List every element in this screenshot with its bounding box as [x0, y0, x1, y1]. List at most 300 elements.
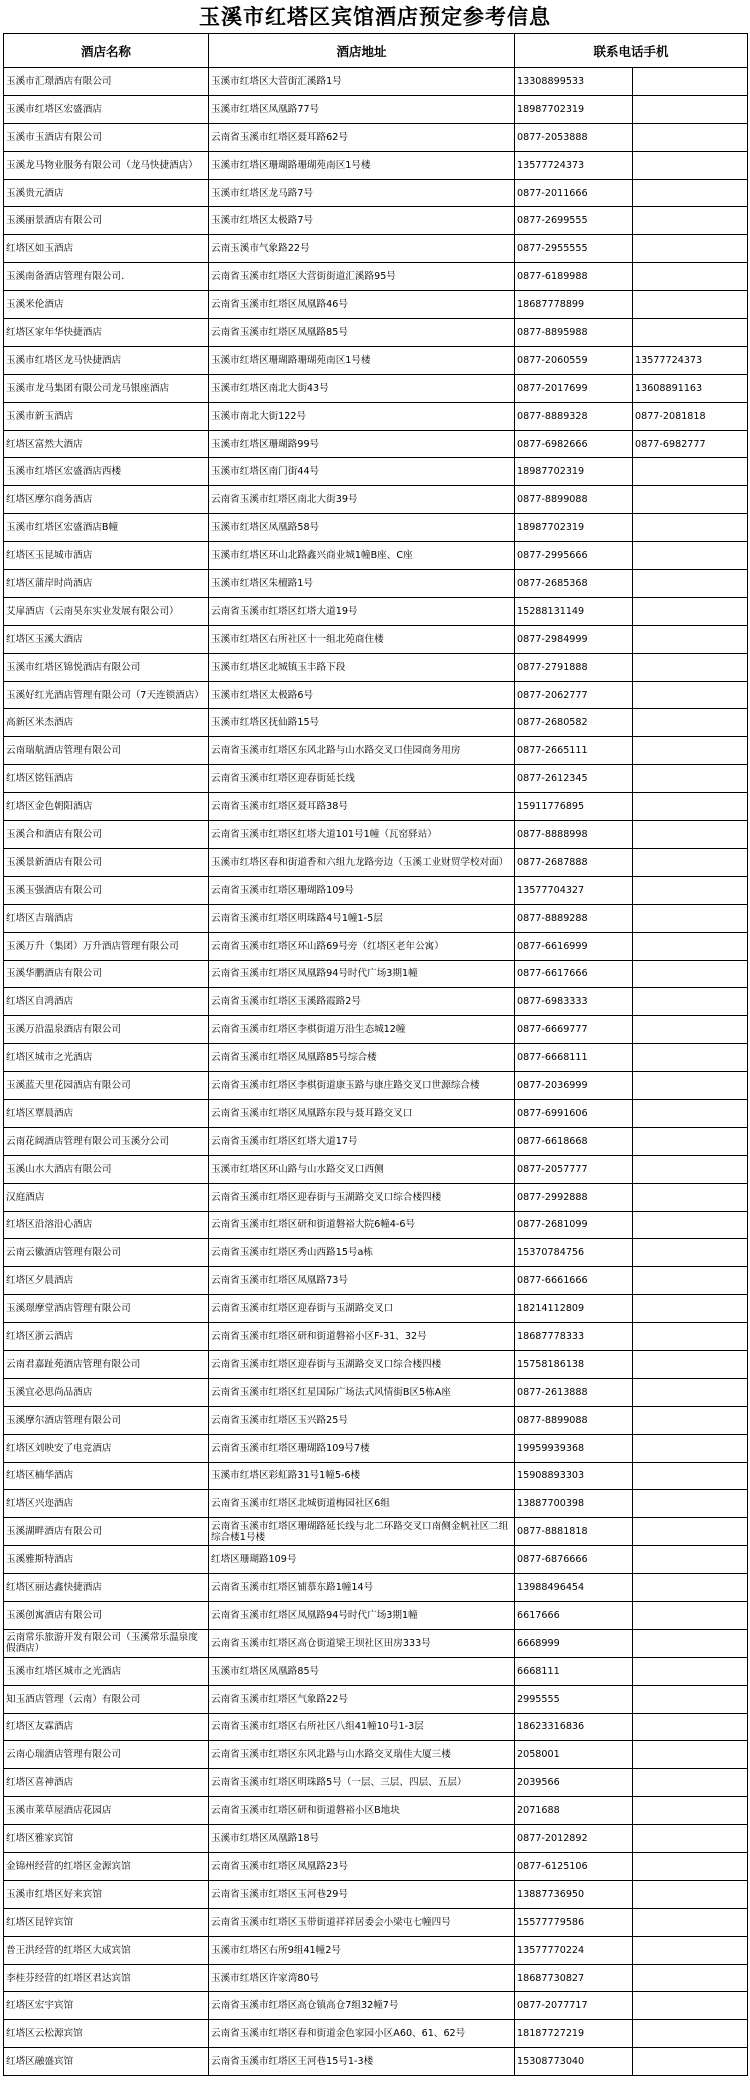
table-row — [4, 1323, 748, 1351]
hotel-name-cell: 玉溪湖畔酒店有限公司 — [4, 1518, 209, 1546]
table-row — [4, 1574, 748, 1602]
alt-phone-cell — [633, 1239, 748, 1267]
alt-phone-cell — [633, 1072, 748, 1100]
phone-cell: 19959939368 — [515, 1434, 633, 1462]
hotel-address-cell: 云南省玉溪市红塔区高仓街道梁王坝社区田房333号 — [209, 1629, 515, 1657]
phone-cell: 0877-2036999 — [515, 1072, 633, 1100]
hotel-address-cell: 云南省玉溪市红塔区李棋街道康玉路与康庄路交叉口世源综合楼 — [209, 1072, 515, 1100]
hotel-address-cell: 玉溪市红塔区珊瑚路珊瑚苑南区1号楼 — [209, 346, 515, 374]
table-row — [4, 1908, 748, 1936]
table-row — [4, 904, 748, 932]
hotel-address-cell: 云南省玉溪市红塔区玉溪路霞路2号 — [209, 988, 515, 1016]
hotel-name-cell: 红塔区云松源宾馆 — [4, 2020, 209, 2048]
table-row — [4, 709, 748, 737]
phone-cell: 0877-6982666 — [515, 430, 633, 458]
hotel-name-cell: 艾扉酒店（云南昊东实业发展有限公司） — [4, 597, 209, 625]
alt-phone-cell — [633, 1323, 748, 1351]
table-row — [4, 1629, 748, 1657]
alt-phone-cell — [633, 1183, 748, 1211]
hotel-name-cell: 红塔区友霖酒店 — [4, 1713, 209, 1741]
alt-phone-cell — [633, 2048, 748, 2076]
table-row — [4, 95, 748, 123]
hotel-address-cell: 玉溪市红塔区北城镇玉丰路下段 — [209, 653, 515, 681]
phone-cell: 0877-2687888 — [515, 848, 633, 876]
phone-cell: 15911776895 — [515, 793, 633, 821]
table-row — [4, 681, 748, 709]
alt-phone-cell — [633, 1350, 748, 1378]
alt-phone-cell — [633, 988, 748, 1016]
hotel-name-cell: 玉溪好红光酒店管理有限公司（7天连锁酒店） — [4, 681, 209, 709]
hotel-address-cell: 云南省玉溪市红塔区王河巷15号1-3楼 — [209, 2048, 515, 2076]
hotel-address-cell: 云南省玉溪市红塔区秀山西路15号a栋 — [209, 1239, 515, 1267]
table-row — [4, 960, 748, 988]
hotel-address-cell: 玉溪市红塔区抚仙路15号 — [209, 709, 515, 737]
hotel-address-cell: 云南省玉溪市红塔区凤凰路东段与聂耳路交叉口 — [209, 1099, 515, 1127]
hotel-address-cell: 云南省玉溪市红塔区迎春街与玉湖路交叉口综合楼四楼 — [209, 1183, 515, 1211]
hotel-name-cell: 玉溪市红塔区锦悦酒店有限公司 — [4, 653, 209, 681]
table-row — [4, 1825, 748, 1853]
hotel-name-cell: 红塔区摩尔商务酒店 — [4, 486, 209, 514]
hotel-address-cell: 云南省玉溪市红塔区大营街街道汇溪路95号 — [209, 263, 515, 291]
alt-phone-cell — [633, 542, 748, 570]
table-row — [4, 1685, 748, 1713]
table-row — [4, 402, 748, 430]
alt-phone-cell — [633, 207, 748, 235]
table-row — [4, 458, 748, 486]
alt-phone-cell — [633, 1936, 748, 1964]
phone-cell: 0877-8899088 — [515, 486, 633, 514]
hotel-name-cell: 玉溪南备酒店管理有限公司. — [4, 263, 209, 291]
hotel-address-cell: 玉溪市红塔区珊瑚路99号 — [209, 430, 515, 458]
phone-cell: 0877-6125106 — [515, 1853, 633, 1881]
alt-phone-cell — [633, 1267, 748, 1295]
hotel-address-cell: 云南省玉溪市红塔区玉带街道祥祥居委会小梁屯七幢四号 — [209, 1908, 515, 1936]
hotel-name-cell: 玉溪市红塔区好来宾馆 — [4, 1880, 209, 1908]
table-row — [4, 319, 748, 347]
hotel-address-cell: 云南省玉溪市红塔区凤凰路94号时代广场3期1幢 — [209, 1601, 515, 1629]
phone-cell: 0877-2612345 — [515, 765, 633, 793]
phone-cell: 0877-6991606 — [515, 1099, 633, 1127]
hotel-address-cell: 云南省玉溪市红塔区凤凰路23号 — [209, 1853, 515, 1881]
phone-cell: 0877-6617666 — [515, 960, 633, 988]
hotel-address-cell: 云南省玉溪市红塔区凤凰路73号 — [209, 1267, 515, 1295]
hotel-name-cell: 红塔区富然大酒店 — [4, 430, 209, 458]
table-row — [4, 821, 748, 849]
hotel-address-cell: 玉溪市红塔区朱檀路1号 — [209, 570, 515, 598]
header-contact-phone: 联系电话手机 — [515, 34, 748, 68]
table-row — [4, 1016, 748, 1044]
table-row — [4, 1462, 748, 1490]
alt-phone-cell — [633, 1518, 748, 1546]
hotel-address-cell: 云南省玉溪市红塔区珊瑚路延长线与北二环路交叉口南侧金帆社区二组综合楼1号楼 — [209, 1518, 515, 1546]
hotel-name-cell: 玉溪贵元酒店 — [4, 179, 209, 207]
phone-cell: 0877-2011666 — [515, 179, 633, 207]
table-row — [4, 486, 748, 514]
alt-phone-cell — [633, 179, 748, 207]
phone-cell: 0877-2955555 — [515, 235, 633, 263]
table-row — [4, 653, 748, 681]
table-row — [4, 1518, 748, 1546]
hotel-address-cell: 云南省玉溪市红塔区迎春街与玉湖路交叉口综合楼四楼 — [209, 1350, 515, 1378]
table-row — [4, 123, 748, 151]
alt-phone-cell — [633, 1601, 748, 1629]
alt-phone-cell: 13577724373 — [633, 346, 748, 374]
hotel-name-cell: 玉溪蓝天里花园酒店有限公司 — [4, 1072, 209, 1100]
hotel-name-cell: 云南君嘉趾苑酒店管理有限公司 — [4, 1350, 209, 1378]
phone-cell: 15370784756 — [515, 1239, 633, 1267]
hotel-address-cell: 云南省玉溪市红塔区红塔大道19号 — [209, 597, 515, 625]
alt-phone-cell — [633, 932, 748, 960]
alt-phone-cell — [633, 597, 748, 625]
hotel-name-cell: 红塔区玉昆城市酒店 — [4, 542, 209, 570]
alt-phone-cell — [633, 1964, 748, 1992]
alt-phone-cell — [633, 291, 748, 319]
phone-cell: 0877-2613888 — [515, 1378, 633, 1406]
hotel-address-cell: 玉溪市红塔区凤凰路77号 — [209, 95, 515, 123]
hotel-table — [3, 33, 748, 2076]
table-row — [4, 932, 748, 960]
table-row — [4, 430, 748, 458]
table-row — [4, 1183, 748, 1211]
hotel-address-cell: 云南省玉溪市红塔区气象路22号 — [209, 1685, 515, 1713]
phone-cell: 0877-6669777 — [515, 1016, 633, 1044]
alt-phone-cell — [633, 1211, 748, 1239]
alt-phone-cell — [633, 653, 748, 681]
alt-phone-cell — [633, 960, 748, 988]
phone-cell: 13577724373 — [515, 151, 633, 179]
table-row — [4, 1546, 748, 1574]
hotel-address-cell: 云南省玉溪市红塔区研和街道磐裕大院6幢4-6号 — [209, 1211, 515, 1239]
hotel-address-cell: 云南省玉溪市红塔区凤凰路46号 — [209, 291, 515, 319]
hotel-name-cell: 玉溪景新酒店有限公司 — [4, 848, 209, 876]
phone-cell: 15288131149 — [515, 597, 633, 625]
table-row — [4, 765, 748, 793]
hotel-name-cell: 红塔区刘映安了电竞酒店 — [4, 1434, 209, 1462]
alt-phone-cell — [633, 68, 748, 96]
alt-phone-cell — [633, 1295, 748, 1323]
hotel-address-cell: 玉溪市红塔区南门街44号 — [209, 458, 515, 486]
table-row — [4, 1713, 748, 1741]
table-row — [4, 1741, 748, 1769]
table-row — [4, 374, 748, 402]
phone-cell: 15577779586 — [515, 1908, 633, 1936]
hotel-name-cell: 红塔区沿溶沿心酒店 — [4, 1211, 209, 1239]
hotel-address-cell: 红塔区珊瑚路109号 — [209, 1546, 515, 1574]
alt-phone-cell — [633, 821, 748, 849]
alt-phone-cell — [633, 737, 748, 765]
hotel-address-cell: 云南省玉溪市红塔区珊瑚路109号7楼 — [209, 1434, 515, 1462]
alt-phone-cell — [633, 1434, 748, 1462]
alt-phone-cell — [633, 2020, 748, 2048]
table-row — [4, 1936, 748, 1964]
alt-phone-cell — [633, 1546, 748, 1574]
hotel-name-cell: 红塔区城市之光酒店 — [4, 1044, 209, 1072]
alt-phone-cell — [633, 1685, 748, 1713]
hotel-address-cell: 云南省玉溪市红塔区南北大街39号 — [209, 486, 515, 514]
hotel-name-cell: 红塔区喜神酒店 — [4, 1769, 209, 1797]
alt-phone-cell — [633, 1127, 748, 1155]
hotel-name-cell: 玉溪米伦酒店 — [4, 291, 209, 319]
hotel-name-cell: 玉溪丽景酒店有限公司 — [4, 207, 209, 235]
hotel-address-cell: 云南省玉溪市红塔区研和街道磐裕小区B地块 — [209, 1797, 515, 1825]
hotel-address-cell: 云南省玉溪市红塔区聂耳路62号 — [209, 123, 515, 151]
phone-cell: 0877-8888998 — [515, 821, 633, 849]
table-row — [4, 1797, 748, 1825]
hotel-name-cell: 红塔区家年华快捷酒店 — [4, 319, 209, 347]
phone-cell: 18214112809 — [515, 1295, 633, 1323]
phone-cell: 6668999 — [515, 1629, 633, 1657]
alt-phone-cell — [633, 625, 748, 653]
phone-cell: 0877-6668111 — [515, 1044, 633, 1072]
table-row — [4, 1350, 748, 1378]
table-row — [4, 1964, 748, 1992]
table-row — [4, 1295, 748, 1323]
alt-phone-cell — [633, 514, 748, 542]
alt-phone-cell — [633, 1908, 748, 1936]
table-row — [4, 514, 748, 542]
table-row — [4, 1992, 748, 2020]
hotel-name-cell: 红塔区覃晨酒店 — [4, 1099, 209, 1127]
table-row — [4, 2048, 748, 2076]
alt-phone-cell — [633, 1155, 748, 1183]
hotel-address-cell: 玉溪市红塔区彩虹路31号1幢5-6楼 — [209, 1462, 515, 1490]
hotel-name-cell: 玉溪璟摩堂酒店管理有限公司 — [4, 1295, 209, 1323]
hotel-address-cell: 云南省玉溪市红塔区北城街道梅园社区6组 — [209, 1490, 515, 1518]
hotel-address-cell: 云南省玉溪市红塔区明珠路4号1幢1-5层 — [209, 904, 515, 932]
hotel-name-cell: 普王洪经营的红塔区大成宾馆 — [4, 1936, 209, 1964]
hotel-name-cell: 云南常乐旅游开发有限公司（玉溪常乐温泉度假酒店） — [4, 1629, 209, 1657]
hotel-address-cell: 云南省玉溪市红塔区凤凰路85号 — [209, 319, 515, 347]
table-row — [4, 1127, 748, 1155]
hotel-name-cell: 红塔区融盛宾馆 — [4, 2048, 209, 2076]
alt-phone-cell — [633, 1629, 748, 1657]
phone-cell: 2995555 — [515, 1685, 633, 1713]
phone-cell: 0877-2057777 — [515, 1155, 633, 1183]
table-row — [4, 1490, 748, 1518]
phone-cell: 6668111 — [515, 1657, 633, 1685]
hotel-name-cell: 红塔区蒲岸时尚酒店 — [4, 570, 209, 598]
phone-cell: 18687778899 — [515, 291, 633, 319]
hotel-name-cell: 玉溪市莱草屋酒店花园店 — [4, 1797, 209, 1825]
phone-cell: 18987702319 — [515, 458, 633, 486]
hotel-address-cell: 玉溪市红塔区右所社区十一组北苑商住楼 — [209, 625, 515, 653]
phone-cell: 13887700398 — [515, 1490, 633, 1518]
table-row — [4, 68, 748, 96]
hotel-address-cell: 云南省玉溪市红塔区春和街道金色家园小区A60、61、62号 — [209, 2020, 515, 2048]
phone-cell: 0877-8881818 — [515, 1518, 633, 1546]
table-row — [4, 1044, 748, 1072]
alt-phone-cell — [633, 1462, 748, 1490]
table-row — [4, 1853, 748, 1881]
alt-phone-cell — [633, 458, 748, 486]
alt-phone-cell — [633, 151, 748, 179]
hotel-name-cell: 知玉酒店管理（云南）有限公司 — [4, 1685, 209, 1713]
phone-cell: 0877-6189988 — [515, 263, 633, 291]
alt-phone-cell: 0877-2081818 — [633, 402, 748, 430]
alt-phone-cell — [633, 765, 748, 793]
phone-cell: 0877-8889288 — [515, 904, 633, 932]
hotel-address-cell: 玉溪市红塔区大营街汇溪路1号 — [209, 68, 515, 96]
phone-cell: 0877-2017699 — [515, 374, 633, 402]
hotel-address-cell: 云南省玉溪市红塔区红塔大道101号1幢（瓦窑驿站） — [209, 821, 515, 849]
phone-cell: 0877-2012892 — [515, 1825, 633, 1853]
hotel-name-cell: 红塔区吉瑞酒店 — [4, 904, 209, 932]
table-row — [4, 1267, 748, 1295]
alt-phone-cell — [633, 709, 748, 737]
table-body — [4, 68, 748, 2076]
hotel-name-cell: 玉溪市红塔区龙马快捷酒店 — [4, 346, 209, 374]
table-row — [4, 737, 748, 765]
alt-phone-cell — [633, 904, 748, 932]
hotel-address-cell: 云南省玉溪市红塔区研和街道磐裕小区F-31、32号 — [209, 1323, 515, 1351]
alt-phone-cell — [633, 1378, 748, 1406]
phone-cell: 2071688 — [515, 1797, 633, 1825]
phone-cell: 0877-6616999 — [515, 932, 633, 960]
hotel-address-cell: 云南省玉溪市红塔区高仓镇高仓7组32幢7号 — [209, 1992, 515, 2020]
header-hotel-address: 酒店地址 — [209, 34, 515, 68]
hotel-address-cell: 玉溪市红塔区许家湾80号 — [209, 1964, 515, 1992]
alt-phone-cell — [633, 1880, 748, 1908]
phone-cell: 13988496454 — [515, 1574, 633, 1602]
table-row — [4, 263, 748, 291]
hotel-name-cell: 高新区米杰酒店 — [4, 709, 209, 737]
table-row — [4, 346, 748, 374]
hotel-name-cell: 玉溪华鹏酒店有限公司 — [4, 960, 209, 988]
hotel-name-cell: 红塔区如玉酒店 — [4, 235, 209, 263]
alt-phone-cell — [633, 1769, 748, 1797]
hotel-name-cell: 金锦州经营的红塔区金源宾馆 — [4, 1853, 209, 1881]
hotel-address-cell: 云南省玉溪市红塔区凤凰路85号综合楼 — [209, 1044, 515, 1072]
hotel-name-cell: 玉溪市汇璟酒店有限公司 — [4, 68, 209, 96]
hotel-name-cell: 玉溪摩尔酒店管理有限公司 — [4, 1406, 209, 1434]
hotel-name-cell: 云南云徽酒店管理有限公司 — [4, 1239, 209, 1267]
hotel-name-cell: 玉溪龙马物业服务有限公司（龙马快捷酒店） — [4, 151, 209, 179]
hotel-address-cell: 云南省玉溪市红塔区铺慕东路1幢14号 — [209, 1574, 515, 1602]
table-row — [4, 597, 748, 625]
phone-cell: 18623316836 — [515, 1713, 633, 1741]
hotel-address-cell: 云南省玉溪市红塔区东风北路与山水路交叉口佳园商务用房 — [209, 737, 515, 765]
hotel-name-cell: 玉溪市红塔区宏盛酒店B幢 — [4, 514, 209, 542]
hotel-address-cell: 玉溪市红塔区环山路与山水路交叉口西侧 — [209, 1155, 515, 1183]
alt-phone-cell — [633, 681, 748, 709]
alt-phone-cell — [633, 319, 748, 347]
header-row — [4, 34, 748, 68]
phone-cell: 13887736950 — [515, 1880, 633, 1908]
table-row — [4, 207, 748, 235]
hotel-address-cell: 玉溪市红塔区龙马路7号 — [209, 179, 515, 207]
hotel-address-cell: 玉溪市红塔区南北大街43号 — [209, 374, 515, 402]
table-row — [4, 235, 748, 263]
hotel-address-cell: 云南省玉溪市红塔区环山路69号旁（红塔区老年公寓） — [209, 932, 515, 960]
alt-phone-cell — [633, 1016, 748, 1044]
hotel-address-cell: 云南省玉溪市红塔区明珠路5号（一层、三层、四层、五层） — [209, 1769, 515, 1797]
table-row — [4, 1769, 748, 1797]
table-row — [4, 151, 748, 179]
phone-cell: 13308899533 — [515, 68, 633, 96]
hotel-name-cell: 玉溪市红塔区宏盛酒店西楼 — [4, 458, 209, 486]
phone-cell: 0877-8895988 — [515, 319, 633, 347]
table-row — [4, 1601, 748, 1629]
phone-cell: 6617666 — [515, 1601, 633, 1629]
phone-cell: 0877-6983333 — [515, 988, 633, 1016]
table-row — [4, 1155, 748, 1183]
phone-cell: 0877-8889328 — [515, 402, 633, 430]
hotel-address-cell: 云南省玉溪市红塔区东风北路与山水路交叉瑞佳大厦三楼 — [209, 1741, 515, 1769]
table-row — [4, 542, 748, 570]
alt-phone-cell — [633, 1825, 748, 1853]
table-row — [4, 1406, 748, 1434]
hotel-name-cell: 玉溪玉强酒店有限公司 — [4, 876, 209, 904]
alt-phone-cell — [633, 1713, 748, 1741]
hotel-address-cell: 云南省玉溪市红塔区玉兴路25号 — [209, 1406, 515, 1434]
phone-cell: 18187727219 — [515, 2020, 633, 2048]
hotel-name-cell: 红塔区丽达鑫快捷酒店 — [4, 1574, 209, 1602]
hotel-name-cell: 玉溪市新玉酒店 — [4, 402, 209, 430]
hotel-address-cell: 玉溪市红塔区凤凰路58号 — [209, 514, 515, 542]
alt-phone-cell — [633, 1797, 748, 1825]
header-hotel-name: 酒店名称 — [4, 34, 209, 68]
phone-cell: 0877-2791888 — [515, 653, 633, 681]
alt-phone-cell: 13608891163 — [633, 374, 748, 402]
phone-cell: 13577770224 — [515, 1936, 633, 1964]
hotel-name-cell: 李桂芬经营的红塔区君达宾馆 — [4, 1964, 209, 1992]
hotel-address-cell: 玉溪市红塔区太极路7号 — [209, 207, 515, 235]
phone-cell: 0877-2060559 — [515, 346, 633, 374]
page-title: 玉溪市红塔区宾馆酒店预定参考信息 — [199, 4, 551, 29]
hotel-name-cell: 汉庭酒店 — [4, 1183, 209, 1211]
hotel-name-cell: 玉溪万沿温泉酒店有限公司 — [4, 1016, 209, 1044]
table-row — [4, 179, 748, 207]
phone-cell: 0877-2995666 — [515, 542, 633, 570]
phone-cell: 18687730827 — [515, 1964, 633, 1992]
alt-phone-cell — [633, 1741, 748, 1769]
alt-phone-cell — [633, 1853, 748, 1881]
phone-cell: 15758186138 — [515, 1350, 633, 1378]
phone-cell: 2058001 — [515, 1741, 633, 1769]
table-row — [4, 2020, 748, 2048]
alt-phone-cell — [633, 486, 748, 514]
phone-cell: 0877-2680582 — [515, 709, 633, 737]
phone-cell: 2039566 — [515, 1769, 633, 1797]
hotel-name-cell: 玉溪宜必思尚品酒店 — [4, 1378, 209, 1406]
phone-cell: 0877-2665111 — [515, 737, 633, 765]
hotel-address-cell: 云南省玉溪市红塔区右所社区八组41幢10号1-3层 — [209, 1713, 515, 1741]
phone-cell: 15908893303 — [515, 1462, 633, 1490]
table-row — [4, 1239, 748, 1267]
hotel-address-cell: 玉溪市红塔区太极路6号 — [209, 681, 515, 709]
hotel-address-cell: 玉溪市红塔区珊瑚路珊瑚苑南区1号楼 — [209, 151, 515, 179]
hotel-address-cell: 云南省玉溪市红塔区李棋街道万沿生态城12幢 — [209, 1016, 515, 1044]
hotel-name-cell: 玉溪合和酒店有限公司 — [4, 821, 209, 849]
table-row — [4, 291, 748, 319]
hotel-name-cell: 红塔区雅家宾馆 — [4, 1825, 209, 1853]
alt-phone-cell — [633, 1490, 748, 1518]
hotel-address-cell: 云南省玉溪市红塔区红星国际广场法式风情街B区5栋A座 — [209, 1378, 515, 1406]
hotel-name-cell: 红塔区金色朝阳酒店 — [4, 793, 209, 821]
phone-cell: 0877-2699555 — [515, 207, 633, 235]
hotel-name-cell: 玉溪市龙马集团有限公司龙马银座酒店 — [4, 374, 209, 402]
hotel-address-cell: 玉溪市红塔区右所9组41幢2号 — [209, 1936, 515, 1964]
hotel-name-cell: 红塔区夕晨酒店 — [4, 1267, 209, 1295]
alt-phone-cell — [633, 95, 748, 123]
hotel-name-cell: 红塔区宏宇宾馆 — [4, 1992, 209, 2020]
alt-phone-cell — [633, 1044, 748, 1072]
table-row — [4, 1072, 748, 1100]
hotel-address-cell: 玉溪市红塔区凤凰路85号 — [209, 1657, 515, 1685]
alt-phone-cell — [633, 876, 748, 904]
table-row — [4, 1211, 748, 1239]
table-row — [4, 793, 748, 821]
